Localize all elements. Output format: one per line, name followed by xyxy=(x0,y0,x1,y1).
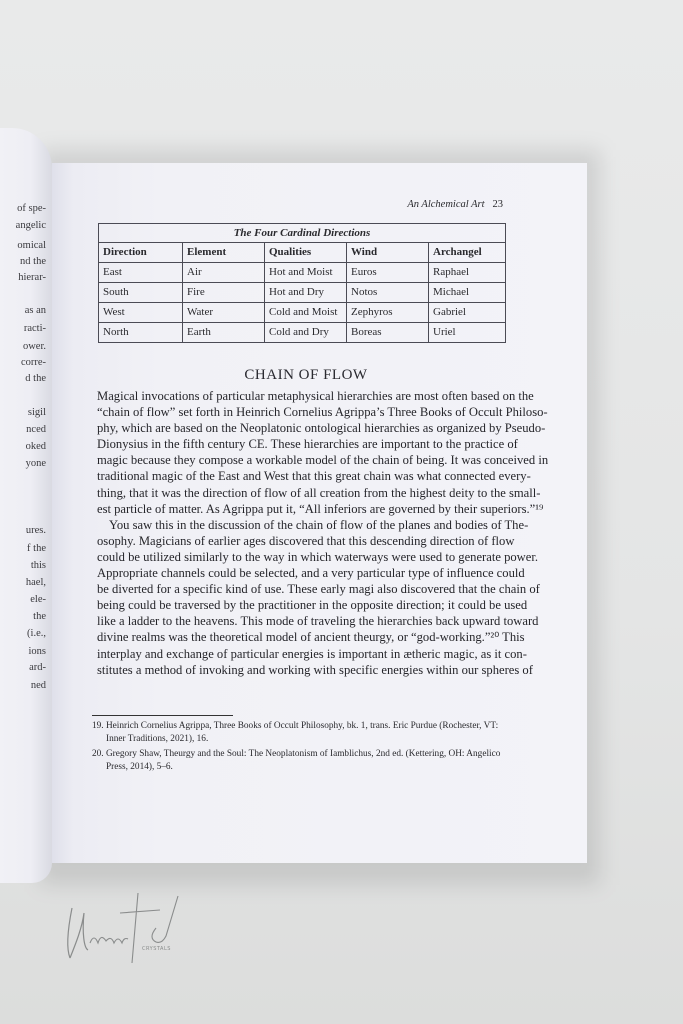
paragraph-line: traditional magic of the East and West that this great chain was what connected every- xyxy=(97,469,531,484)
table-row xyxy=(99,303,506,323)
footnote-rule xyxy=(92,715,233,716)
svg-text:CRYSTALS: CRYSTALS xyxy=(142,946,171,952)
left-page-line: of spe- xyxy=(17,203,46,214)
table-cell: East xyxy=(99,263,183,283)
table-cell: Hot and Dry xyxy=(265,283,347,303)
footnote-line: 19. Heinrich Cornelius Agrippa, Three Books of Occult Philosophy, bk. 1, trans. Eric Purdue (Rochester, VT: xyxy=(92,721,499,731)
left-page-line: d the xyxy=(25,373,46,384)
section-heading: CHAIN OF FLOW xyxy=(244,367,368,383)
table-row xyxy=(99,323,506,343)
table-cell: Cold and Dry xyxy=(265,323,347,343)
right-page xyxy=(52,163,587,863)
paragraph-line: could be utilized similarly to the way in which waterways were used to generate power. xyxy=(97,549,538,564)
paragraph-line: being could be traversed by the practitioner in the opposite direction; it could be used xyxy=(97,598,528,613)
paragraph-line: thing, that it was the direction of flow of all creation from the highest deity to the small- xyxy=(97,485,541,500)
table-cell: Raphael xyxy=(429,263,506,283)
paragraph-line: Dionysius in the fifth century CE. These hierarchies are important to the practice of xyxy=(97,437,518,452)
left-page-line: this xyxy=(30,560,46,571)
footnote-line: 20. Gregory Shaw, Theurgy and the Soul: The Neoplatonism of Iamblichus, 2nd ed. (Kettering, OH: Angelico xyxy=(92,749,501,759)
table-cell: South xyxy=(99,283,183,303)
column-header: Qualities xyxy=(265,243,347,263)
table-cell: Hot and Moist xyxy=(265,263,347,283)
table-cell: Zephyros xyxy=(347,303,429,323)
left-page-line: oked xyxy=(25,441,46,452)
paragraph-line: est particle of matter. As Agrippa put it, “All inferiors are governed by their superiors.”¹⁹ xyxy=(97,501,544,516)
left-page-line: ions xyxy=(28,646,46,657)
left-page-line: ned xyxy=(30,680,46,691)
paragraph-line: You saw this in the discussion of the chain of flow of the planes and bodies of The- xyxy=(109,517,529,532)
paragraph-line: magic because they compose a workable model of the chain of being. It was conceived in xyxy=(97,453,549,468)
table-cell: North xyxy=(99,323,183,343)
table-title: The Four Cardinal Directions xyxy=(99,224,506,243)
table-row xyxy=(99,283,506,303)
table-cell: Water xyxy=(183,303,265,323)
paragraph-line: “chain of flow” set forth in Heinrich Cornelius Agrippa’s Three Books of Occult Philoso- xyxy=(97,405,548,420)
left-page-line: nced xyxy=(26,424,46,435)
paragraph-line: Appropriate channels could be selected, and a very particular type of influence could xyxy=(97,566,525,581)
table-cell: Michael xyxy=(429,283,506,303)
left-page-line: as an xyxy=(24,305,46,316)
left-page-line: nd the xyxy=(20,256,46,267)
footnote-20 xyxy=(92,748,512,774)
table-cell: Air xyxy=(183,263,265,283)
left-page xyxy=(0,128,52,883)
page-number: 23 xyxy=(492,199,503,210)
table-cell: Fire xyxy=(183,283,265,303)
table-cell: Earth xyxy=(183,323,265,343)
body-text xyxy=(97,388,549,678)
table-cell: Uriel xyxy=(429,323,506,343)
left-page-line: ard- xyxy=(29,662,46,673)
left-page-line: sigil xyxy=(27,407,46,418)
left-page-line: (i.e., xyxy=(27,628,46,639)
left-page-line: racti- xyxy=(23,323,46,334)
left-page-line: angelic xyxy=(15,220,46,231)
table-cell: Boreas xyxy=(347,323,429,343)
left-page-line: corre- xyxy=(20,357,46,368)
left-page-line: ower. xyxy=(22,341,46,352)
paragraph-line: phy, which are based on the Neoplatonic ontological hierarchies as organized by Pseudo- xyxy=(97,421,546,436)
table-cell: Notos xyxy=(347,283,429,303)
cardinal-directions-table xyxy=(98,223,506,343)
table-cell: Euros xyxy=(347,263,429,283)
column-header: Archangel xyxy=(429,243,506,263)
footnote-line: Inner Traditions, 2021), 16. xyxy=(106,734,209,744)
table-cell: Gabriel xyxy=(429,303,506,323)
left-page-line: the xyxy=(33,611,46,622)
paragraph-line: divine realms was the theoretical model of ancient theurgy, or “god-working.”²⁰ This xyxy=(97,630,525,645)
left-page-line: yone xyxy=(25,458,46,469)
left-page-line: f the xyxy=(27,543,46,554)
left-page-line: omical xyxy=(17,240,46,251)
running-header xyxy=(407,199,503,210)
table-cell: West xyxy=(99,303,183,323)
column-header: Direction xyxy=(99,243,183,263)
paragraph-line: interplay and exchange of particular energies is important in ætheric magic, as it con- xyxy=(97,646,527,661)
table-header-row xyxy=(99,243,506,263)
left-page-line: hael, xyxy=(25,577,46,588)
paragraph-line: stitutes a method of invoking and working with specific energies within our spheres of xyxy=(97,662,533,677)
column-header: Element xyxy=(183,243,265,263)
paragraph-line: Magical invocations of particular metaphysical hierarchies are most often based on the xyxy=(97,389,534,403)
running-title: An Alchemical Art xyxy=(407,199,485,210)
paragraph-line: osophy. Magicians of earlier ages discovered that this descending direction of flow xyxy=(97,533,515,548)
table-row xyxy=(99,263,506,283)
footnote-19 xyxy=(92,720,512,746)
paragraph-line: like a ladder to the heavens. This mode of traveling the hierarchies back upward toward xyxy=(97,614,539,629)
footnote-line: Press, 2014), 5–6. xyxy=(106,762,173,772)
left-page-line: ures. xyxy=(25,525,46,536)
column-header: Wind xyxy=(347,243,429,263)
watermark-logo xyxy=(60,888,190,968)
left-page-line: hierar- xyxy=(18,272,46,283)
left-page-line: ele- xyxy=(30,594,46,605)
table-cell: Cold and Moist xyxy=(265,303,347,323)
paragraph-line: be diverted for a specific kind of use. These early magi also discovered that the chain of xyxy=(97,582,540,597)
